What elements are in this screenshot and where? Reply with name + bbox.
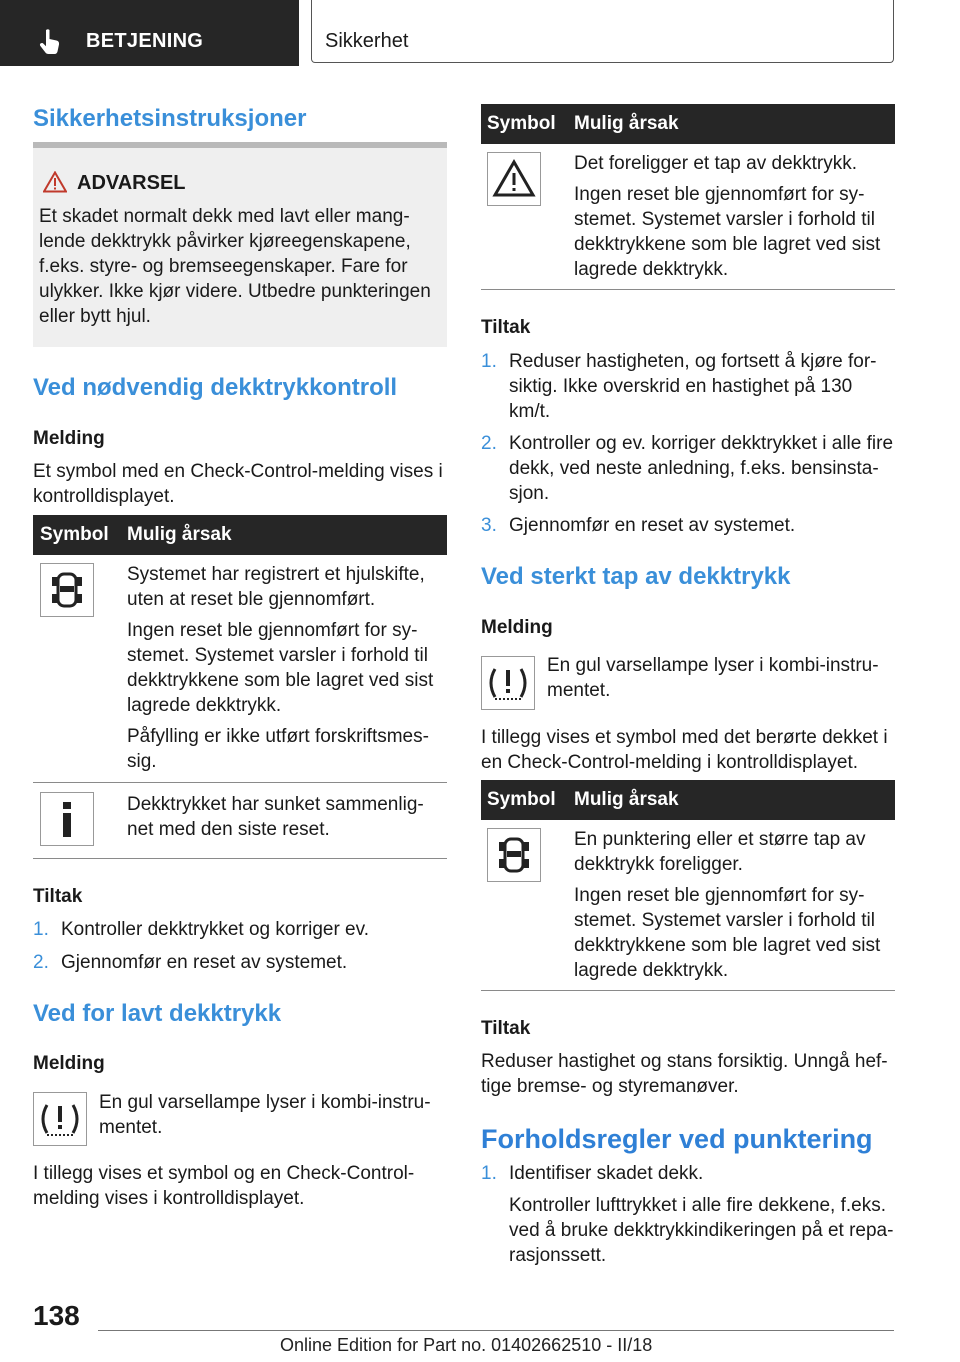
message-1-text: Et symbol med en Check-Control-melding vises i kontrolldisplayet. <box>33 461 443 507</box>
table1-bottom-rule <box>33 858 447 859</box>
heading-safety-instructions: Sikkerhetsinstruksjoner <box>33 105 307 132</box>
subheading-message-2: Melding <box>33 1053 105 1074</box>
table2-col-cause: Mulig årsak <box>574 113 679 134</box>
table3-row1-line1: En punktering eller et større tap av dekktrykk foreligger. <box>574 829 866 875</box>
puncture-extra-text: Kontroller lufttrykket i alle fire dekkene, f.eks. ved å bruke dekktrykkindikeringen på et repa-rasjonssett. <box>509 1195 894 1266</box>
warning-box <box>33 142 447 347</box>
info-i-icon <box>41 793 93 845</box>
table3-col-cause: Mulig årsak <box>574 789 679 810</box>
subheading-action-3: Tiltak <box>481 1018 531 1039</box>
tire-warning-symbol <box>33 1092 87 1146</box>
hand-pointer-icon <box>38 28 64 56</box>
list-item: 2. Kontroller og ev. korriger dekktrykket i alle fire dekk, ved neste anledning, f.eks. bensinsta-sjon. <box>481 433 894 504</box>
table2-col-symbol: Symbol <box>487 113 556 134</box>
table3-row1-cause <box>574 827 894 989</box>
tire-pressure-warning-icon <box>34 1093 86 1145</box>
warning-symbol <box>487 152 541 206</box>
table2-row1-line1: Det foreligger et tap av dekktrykk. <box>574 153 858 174</box>
table2-row1-cause <box>574 151 894 288</box>
list-item: 1. Identifiser skadet dekk. <box>481 1163 704 1184</box>
list-item: 3. Gjennomfør en reset av systemet. <box>481 515 796 536</box>
subheading-action-2: Tiltak <box>481 317 531 338</box>
footer-edition: Online Edition for Part no. 01402662510 - II/18 <box>280 1335 653 1355</box>
table2-header <box>481 104 895 144</box>
message-3-text: I tillegg vises et symbol med det berørte dekket i en Check-Control-melding i kontrolldisplayet. <box>481 727 888 773</box>
page-number: 138 <box>33 1300 80 1331</box>
table2-row1-line2: Ingen reset ble gjennomført for sy-stemet. Systemet varsler i forhold til dekktrykkene som ble lagret ved sist lagrede dekktrykk. <box>574 184 881 280</box>
message-2-lamp-text: En gul varsellampe lyser i kombi-instru-mentet. <box>99 1092 431 1138</box>
table1-col-symbol: Symbol <box>40 524 109 545</box>
tire-pressure-warning-icon <box>482 657 534 709</box>
action-3-text: Reduser hastighet og stans forsiktig. Unngå hef-tige bremse- og styremanøver. <box>481 1051 888 1097</box>
car-tires-icon <box>41 564 93 616</box>
heading-check-pressure: Ved nødvendig dekktrykkontroll <box>33 374 398 401</box>
table1-row1-cause <box>127 562 447 780</box>
car-tires-icon <box>488 829 540 881</box>
table3-header <box>481 780 895 820</box>
subheading-action-1: Tiltak <box>33 886 83 907</box>
table1-row-divider <box>33 782 447 783</box>
table1-col-cause: Mulig årsak <box>127 524 232 545</box>
table3-col-symbol: Symbol <box>487 789 556 810</box>
heading-heavy-loss: Ved sterkt tap av dekktrykk <box>481 563 791 590</box>
subheading-message-1: Melding <box>33 428 105 449</box>
table3-bottom-rule <box>481 990 895 991</box>
warning-text: Et skadet normalt dekk med lavt eller mang-lende dekktrykk påvirker kjøreegenskapene, f.eks. styre- og bremseegenskaper. Fare for ulykker. Ikke kjør videre. Utbedre punkteringen eller bytt hjul. <box>39 206 431 327</box>
warning-triangle-icon <box>488 153 540 205</box>
warning-title: ADVARSEL <box>77 172 186 194</box>
table1-header <box>33 515 447 555</box>
table3-row1-line2: Ingen reset ble gjennomført for sy-stemet. Systemet varsler i forhold til dekktrykkene som ble lagret ved sist lagrede dekktrykk. <box>574 885 881 981</box>
heading-puncture: Forholdsregler ved punktering <box>481 1124 873 1154</box>
table1-row2-cause: Dekktrykket har sunket sammenlig-net med den siste reset. <box>127 794 424 840</box>
header-topic-title: Sikkerhet <box>325 30 409 52</box>
list-item: 2. Gjennomfør en reset av systemet. <box>33 952 348 973</box>
table1-row1-line1: Systemet har registrert et hjulskifte, uten at reset ble gjennomført. <box>127 564 425 610</box>
car-tires-symbol <box>487 828 541 882</box>
header-section-title: BETJENING <box>86 30 204 52</box>
heading-low-pressure: Ved for lavt dekktrykk <box>33 1000 282 1027</box>
table1-row1-line3: Påfylling er ikke utført forskriftsmes-sig. <box>127 726 429 772</box>
info-symbol <box>40 792 94 846</box>
subheading-message-3: Melding <box>481 617 553 638</box>
list-item: 1. Reduser hastigheten, og fortsett å kjøre for-siktig. Ikke overskrid en hastighet på 130 km/t. <box>481 351 877 422</box>
car-tires-symbol <box>40 563 94 617</box>
tire-warning-symbol <box>481 656 535 710</box>
table2-bottom-rule <box>481 289 895 290</box>
table1-row1-line2: Ingen reset ble gjennomført for sy-stemet. Systemet varsler i forhold til dekktrykkene som ble lagret ved sist lagrede dekktrykk. <box>127 620 434 716</box>
message-2-text: I tillegg vises et symbol og en Check-Control-melding vises i kontrolldisplayet. <box>33 1163 415 1209</box>
message-3-lamp-text: En gul varsellampe lyser i kombi-instru-mentet. <box>547 655 879 701</box>
warning-triangle-icon <box>43 171 67 193</box>
list-item: 1. Kontroller dekktrykket og korriger ev. <box>33 919 369 940</box>
footer-rule <box>98 1330 894 1331</box>
